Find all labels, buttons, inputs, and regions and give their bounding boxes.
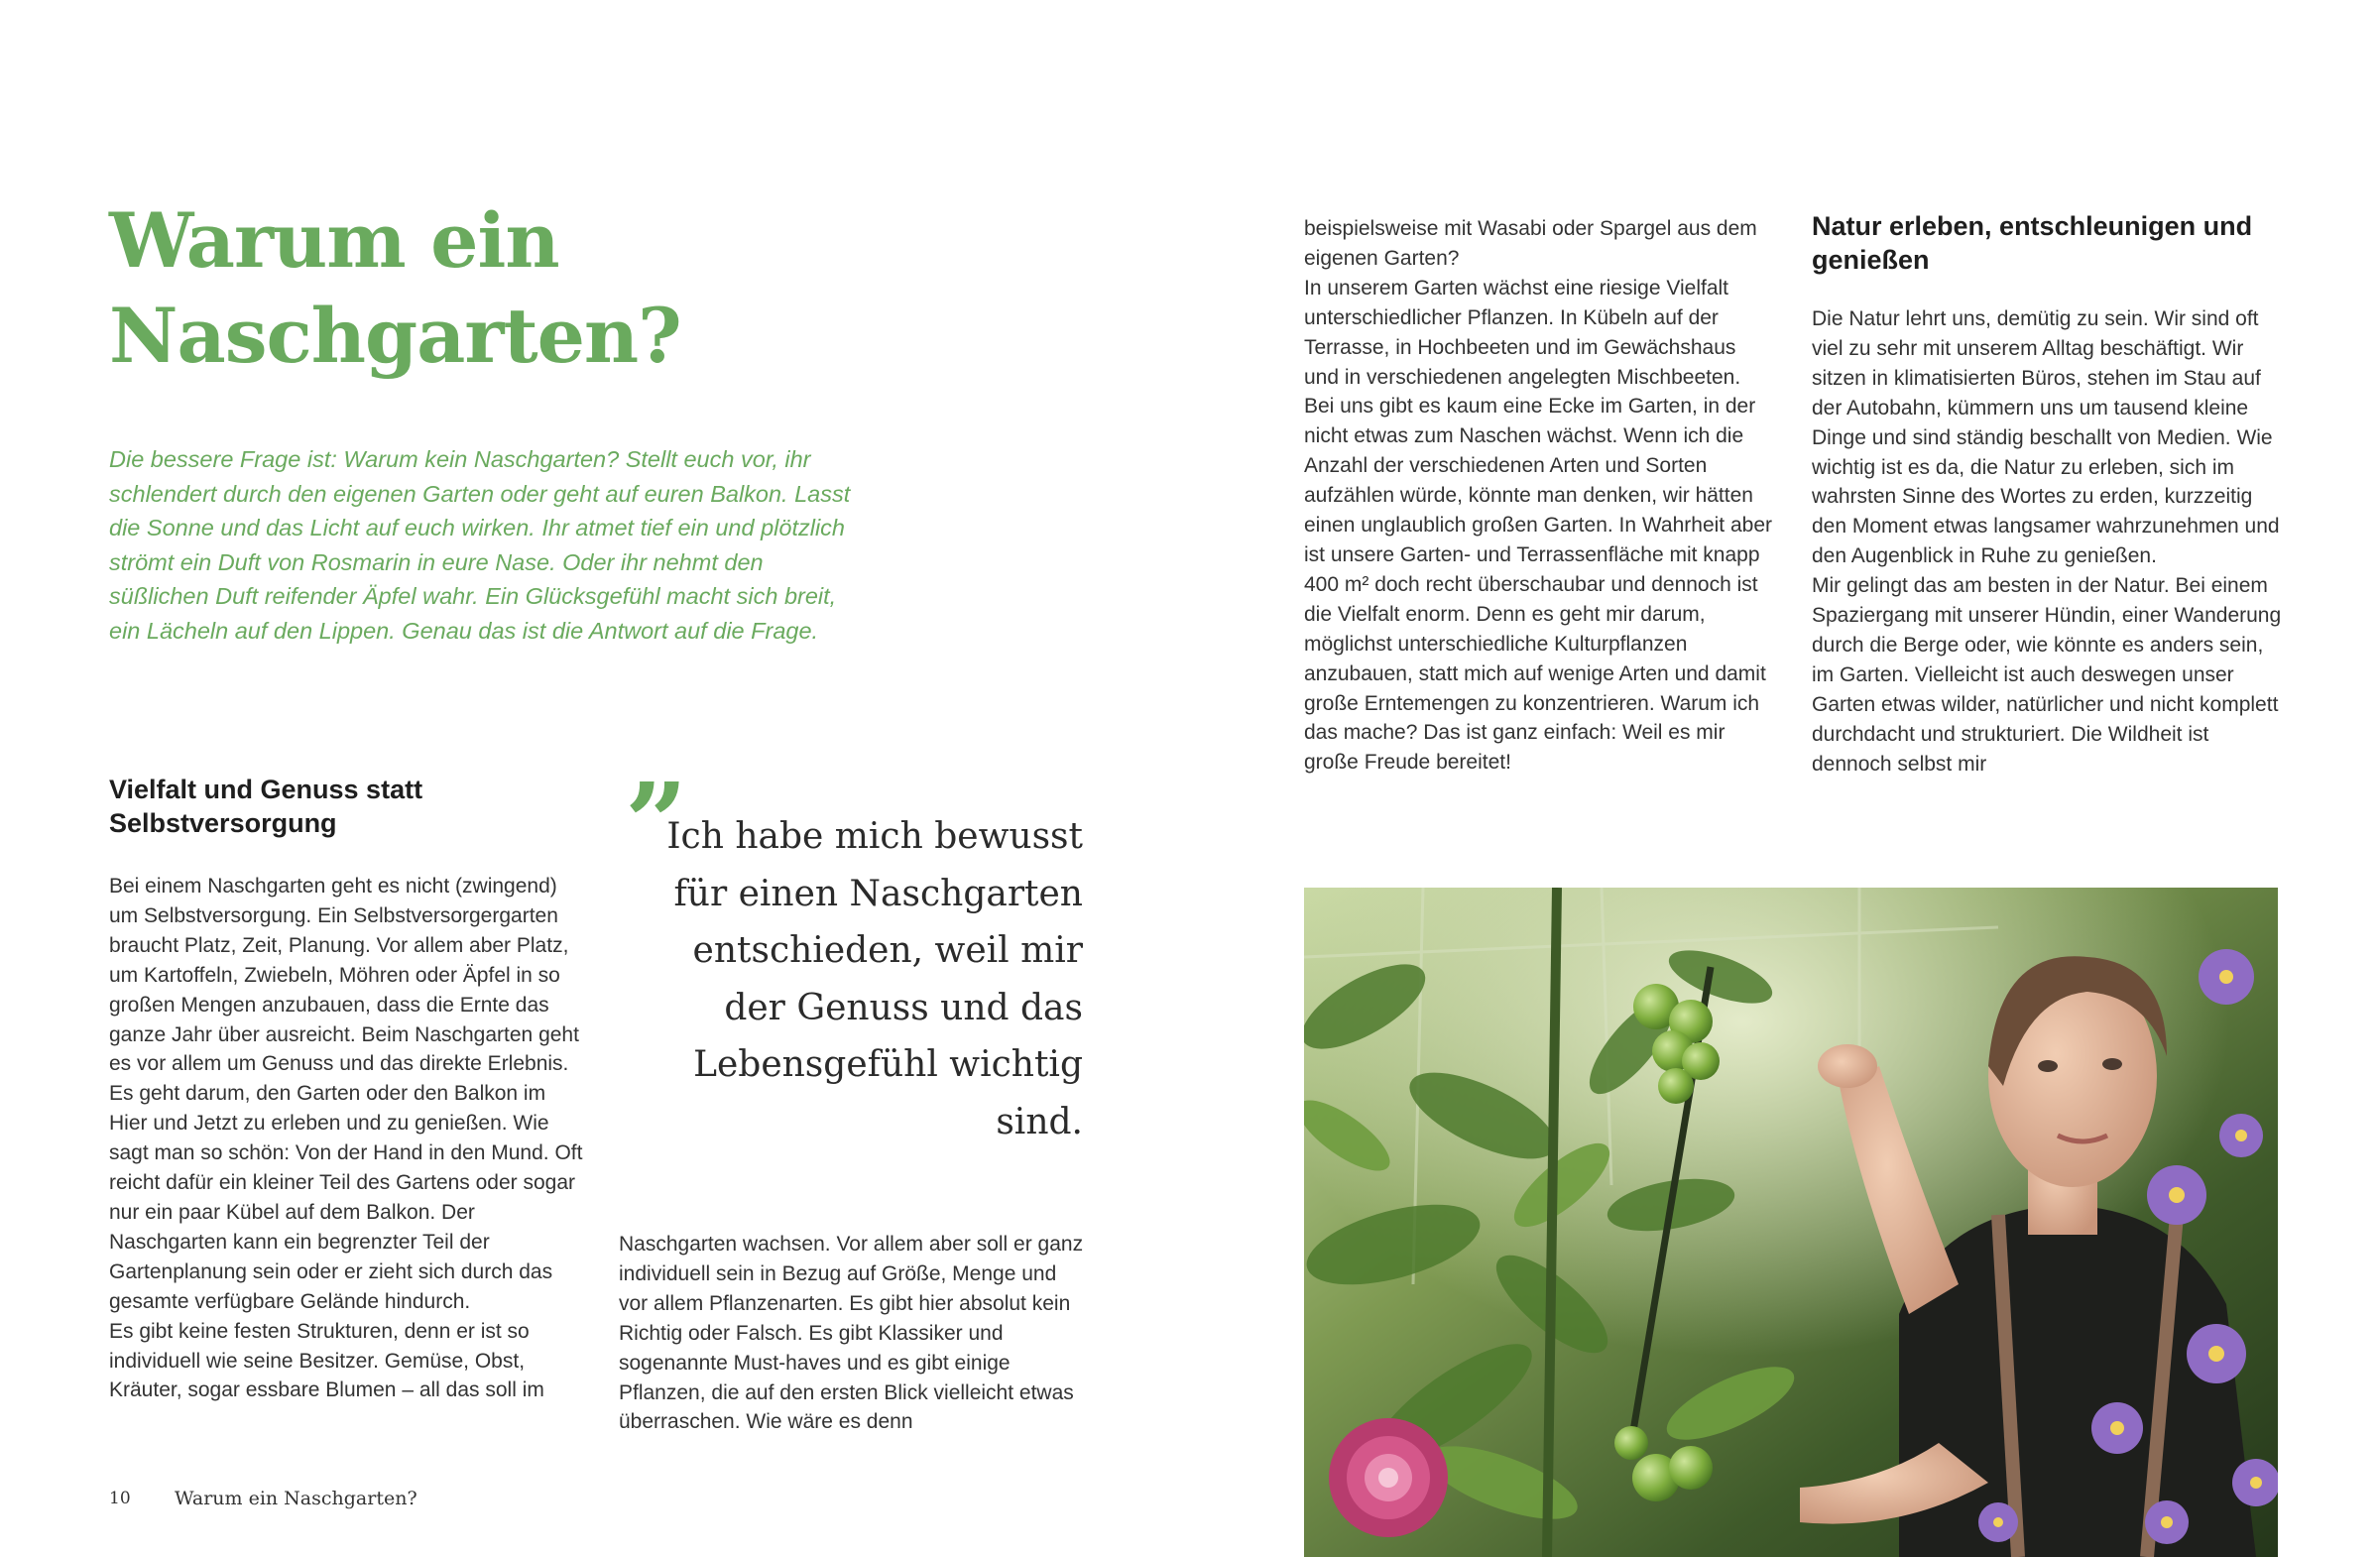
- page-title: Warum ein Naschgarten?: [109, 196, 681, 380]
- column3-paragraph-1: beispielsweise mit Wasabi oder Spargel aus dem eigenen Garten?: [1304, 217, 1757, 270]
- section-body-natur-2: Mir gelingt das am besten in der Natur. Bei einem Spaziergang mit unserer Hündin, einer Wanderung durch die Berge oder, wie könnte es anders sein, im Garten. Vielleicht ist auch deswegen unser Garten etwas wilder, natürlicher und nicht komplett durchdacht und strukturiert. Die Wildheit ist dennoch selbst mir: [1812, 574, 2282, 776]
- section-natur: [1812, 210, 2282, 779]
- section-body-vielfalt: Bei einem Naschgarten geht es nicht (zwingend) um Selbstversorgung. Ein Selbstversorgergarten braucht Platz, Zeit, Planung. Vor allem aber Platz, um Kartoffeln, Zwiebeln, Möhren oder Äpfel in so großen Mengen anzubauen, dass die Ernte das ganze Jahr über ausreicht. Beim Naschgarten geht es vor allem um Genuss und das direkte Erlebnis. Es geht darum, den Garten oder den Balkon im Hier und Jetzt zu erleben und zu genießen. Wie sagt man so schön: Von der Hand in den Mund. Oft reicht dafür ein kleiner Teil des Gartens oder sogar nur ein paar Kübel auf dem Balkon. Der Naschgarten kann ein begrenzter Teil der Gartenplanung sein oder er zieht sich durch das gesamte verfügbare Gelände hindurch.: [109, 875, 583, 1313]
- section-vielfalt: [109, 774, 587, 1405]
- section-heading-vielfalt: Vielfalt und Genuss statt Selbstversorgung: [109, 775, 423, 838]
- column3-text: [1304, 214, 1774, 778]
- photo-illustration: [1304, 888, 2278, 1557]
- running-title: Warum ein Naschgarten?: [175, 1488, 417, 1509]
- section-body-natur-1: Die Natur lehrt uns, demütig zu sein. Wir sind oft viel zu sehr mit unserem Alltag beschäftigt. Wir sitzen in klimatisierten Büros, stehen im Stau auf der Autobahn, kümmern uns um tausend kleine Dinge und sind ständig beschallt von Medien. Wie wichtig ist es da, die Natur zu erleben, sich im wahrsten Sinne des Wortes zu erden, kurzzeitig den Moment etwas langsamer wahrzunehmen und den Augenblick in Ruhe zu genießen.: [1812, 307, 2280, 568]
- intro-paragraph: Die bessere Frage ist: Warum kein Naschgarten? Stellt euch vor, ihr schlendert durch den eigenen Garten oder geht auf euren Balkon. Lasst die Sonne und das Licht auf euch wirken. Ihr atmet tief ein und plötzlich strömt ein Duft von Rosmarin in eure Nase. Oder ihr nehmt den süßlichen Duft reifender Äpfel wahr. Ein Glücksgefühl macht sich breit, ein Lächeln auf den Lippen. Genau das ist die Antwort auf die Frage.: [109, 446, 851, 644]
- column3-paragraph-2: In unserem Garten wächst eine riesige Vielfalt unterschiedlicher Pflanzen. In Kübeln auf der Terrasse, in Hochbeeten und im Gewächshaus und in verschiedenen angelegten Mischbeeten. Bei uns gibt es kaum eine Ecke im Garten, in der nicht etwas zum Naschen wächst. Wenn ich die Anzahl der verschiedenen Arten und Sorten aufzählen würde, könnte man denken, wir hätten einen unglaublich großen Garten. In Wahrheit aber ist unsere Garten- und Terrassenfläche mit knapp 400 m² doch recht überschaubar und dennoch ist die Vielfalt enorm. Denn es geht mir darum, möglichst unterschiedliche Kulturpflanzen anzubauen, statt mich auf wenige Arten und damit große Erntemengen zu konzentrieren. Warum ich das mache? Das ist ganz einfach: Weil es mir große Freude bereitet!: [1304, 276, 1773, 775]
- section-heading-natur: Natur erleben, entschleunigen und genießen: [1812, 211, 2253, 275]
- quote-mark-icon: ”: [625, 759, 688, 887]
- photo-woman-harvesting-tomatoes: [1304, 888, 2278, 1557]
- section-body-vielfalt-continued: Es gibt keine festen Strukturen, denn er ist so individuell wie seine Besitzer. Gemüse, Obst, Kräuter, sogar essbare Blumen – all das soll im: [109, 1319, 544, 1402]
- pull-quote: Ich habe mich bewusst für einen Naschgarten entschieden, weil mir der Genuss und das Lebensgefühl wichtig sind.: [666, 816, 1083, 1142]
- column2-body: Naschgarten wachsen. Vor allem aber soll er ganz individuell sein in Bezug auf Größe, Menge und vor allem Pflanzenarten. Es gibt hier absolut kein Richtig oder Falsch. Es gibt Klassiker und sogenannte Must-haves und es gibt einige Pflanzen, die auf den ersten Blick vielleicht etwas überraschen. Wie wäre es denn: [619, 1233, 1084, 1434]
- page-number: 10: [109, 1489, 131, 1508]
